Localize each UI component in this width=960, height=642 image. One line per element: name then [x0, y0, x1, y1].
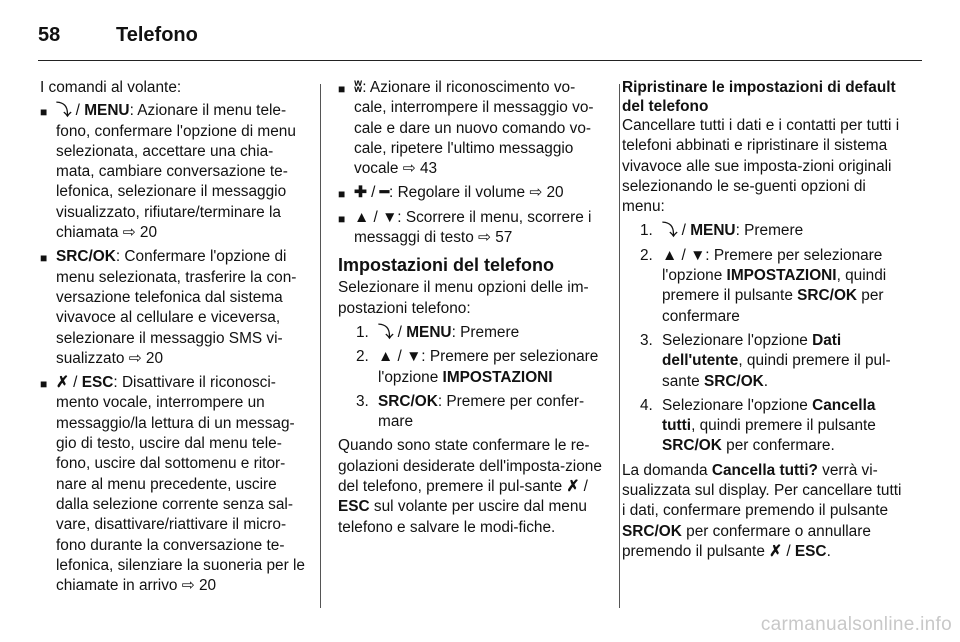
triangle-down-icon: ▼	[690, 246, 706, 264]
item-text: : Confermare l'opzione di menu selezionata, trasferire la con-versazione telefonica dal sistema vivavoce al cellulare e viceversa, selezionare il messaggio SMS vi-sualizzato	[56, 248, 297, 367]
step-number: 4.	[640, 396, 653, 414]
outro-text: La domanda Cancella tutti? verrà vi-sualizzata sul display. Per cancellare tutti i dati, confermare premendo il pulsante SRC/OK per confermare o annullare premendo il pulsante ✗ / ESC.	[622, 461, 902, 560]
bullet-icon: ■	[338, 82, 346, 96]
key-label: SRC/OK	[56, 248, 116, 266]
page-ref: 20	[546, 184, 564, 202]
step-number: 3.	[640, 331, 653, 349]
mute-icon: ✗	[56, 374, 69, 392]
outro-part: verrà vi-sualizzata sul display. Per cancellare tutti i dati, confermare premendo il pulsante	[622, 461, 902, 520]
page-ref: 20	[139, 224, 158, 242]
key-label: MENU	[690, 222, 736, 240]
step-item: 1. ⤵ / MENU: Premere	[622, 221, 904, 241]
outro-part: La domanda	[622, 461, 712, 479]
phone-icon: ⤵	[56, 102, 72, 120]
intro-text: Selezionare il menu opzioni delle im-postazioni telefono:	[338, 279, 589, 317]
reference-arrow-icon: ⇨	[478, 229, 491, 247]
step-text: : Premere per confer-mare	[378, 392, 585, 431]
mute-icon: ✗	[566, 478, 580, 496]
item-text: : Azionare il menu tele-fono, confermare l'opzione di menu selezionata, accettare una chia-mata, cambiare conversazione te-lefonica, selezionare il messaggio visualizzato, rifiutare/terminare la chiamata	[56, 102, 296, 242]
step-text: , quindi premere il pulsante	[662, 267, 887, 305]
key-label: MENU	[406, 323, 452, 341]
step-text: , quindi premere il pul-sante	[662, 352, 891, 390]
list-item: ■ ✚ / ━: Regolare il volume ⇨ 20	[338, 183, 603, 203]
phone-icon: ⤵	[378, 323, 394, 341]
outro-part: per confermare o annullare premendo il pulsante	[622, 522, 871, 560]
watermark: carmanualsonline.info	[760, 614, 952, 635]
step-number: 1.	[356, 323, 369, 341]
key-label: Dati dell'utente	[662, 331, 842, 370]
step-number: 2.	[356, 348, 369, 366]
voice-icon: ʬ	[354, 79, 363, 96]
section-title: Telefono	[116, 23, 198, 46]
outro-part: sul volante per uscire dal menu telefono e salvare le modi-fiche.	[338, 498, 587, 536]
list-item: ■ ⤵ / MENU: Azionare il menu tele-fono, confermare l'opzione di menu selezionata, accettare una chia-mata, cambiare conversazione te-lefonica, selezionare il messaggio visualizzato, rifiutare/terminare la chiamata ⇨ 20	[40, 102, 296, 242]
bullet-icon: ■	[40, 377, 48, 392]
page-ref: 57	[495, 229, 513, 247]
step-item: 2. ▲ / ▼: Premere per selezionare l'opzione IMPOSTAZIONI	[356, 348, 599, 386]
outro-text: Quando sono state confermare le re-golazioni desiderate dell'imposta-zione del telefono, premere il pul-sante ✗ / ESC sul volante per uscire dal menu telefono e salvare le modi-fiche.	[338, 437, 602, 536]
reference-arrow-icon: ⇨	[122, 224, 136, 242]
bullet-icon: ■	[40, 251, 48, 266]
key-label: SRC/OK	[703, 372, 764, 390]
triangle-up-icon: ▲	[378, 348, 394, 366]
step-number: 1.	[640, 222, 653, 240]
key-label: ESC	[338, 498, 370, 516]
step-text: : Premere per selezionare l'opzione	[378, 348, 599, 386]
key-label: SRC/OK	[622, 522, 682, 540]
column-2	[338, 78, 603, 538]
list-item: ■ ▲ / ▼: Scorrere il menu, scorrere i messaggi di testo ⇨ 57	[338, 208, 592, 247]
key-label: SRC/OK	[662, 437, 722, 455]
page-header	[38, 18, 198, 52]
step-item	[338, 392, 603, 433]
item-text: : Scorrere il menu, scorrere i messaggi di testo	[354, 208, 592, 247]
page-ref: 43	[419, 160, 438, 178]
item-text: : Regolare il volume	[389, 184, 530, 202]
outro-part: .	[826, 542, 831, 560]
column-3	[622, 78, 904, 562]
key-label: SRC/OK	[378, 392, 438, 410]
key-label: Cancella tutti?	[711, 461, 818, 479]
item-text: : Azionare il riconoscimento vo-cale, interrompere il messaggio vo-cale e dare un nuovo comando vo-cale, ripetere l'ultimo messaggio vocale	[354, 79, 594, 178]
step-item	[622, 396, 904, 457]
bullet-icon: ■	[338, 211, 346, 226]
section-heading: Impostazioni del telefono	[338, 255, 555, 276]
page-number: 58	[38, 23, 61, 46]
step-text: : Premere	[451, 323, 520, 341]
intro-text: I comandi al volante:	[40, 79, 182, 96]
mute-icon: ✗	[769, 542, 783, 560]
triangle-up-icon: ▲	[662, 246, 678, 264]
key-label: IMPOSTAZIONI	[442, 368, 553, 386]
reference-arrow-icon: ⇨	[402, 160, 416, 178]
step-text: per confermare.	[721, 437, 835, 455]
key-label: ESC	[794, 542, 827, 560]
triangle-down-icon: ▼	[406, 348, 422, 366]
key-label: ESC	[81, 374, 114, 392]
step-text: : Premere per selezionare l'opzione	[662, 246, 883, 285]
list-item: ■ ✗ / ESC: Disattivare il riconosci-mento vocale, interrompere un messaggio/la lettura di un messag-gio di testo, uscire dal menu tele-fono, uscire dal sottomenu e ritor-nare al menu precedente, uscire dalla selezione corrente senza sal-vare, disattivare/riattivare il micro-fono durante la conversazione te-lefonica, silenziare la suoneria per le chiamate in arrivo ⇨ 20	[40, 374, 305, 595]
key-label: Cancella tutti	[662, 396, 876, 435]
step-item: 1. ⤵ / MENU: Premere	[338, 323, 603, 343]
plus-icon: ✚	[354, 184, 367, 202]
bullet-icon: ■	[40, 105, 48, 120]
minus-icon: ━	[379, 184, 390, 202]
step-number: 3.	[356, 392, 369, 410]
reference-arrow-icon: ⇨	[181, 577, 195, 595]
step-text: , quindi premere il pulsante	[691, 417, 876, 435]
subsection-heading: Ripristinare le impostazioni di default del telefono	[622, 79, 896, 115]
phone-icon: ⤵	[662, 222, 678, 240]
page-ref: 20	[198, 577, 217, 595]
step-text: Selezionare l'opzione	[662, 331, 813, 349]
step-item: 2. ▲ / ▼: Premere per selezionare l'opzione IMPOSTAZIONI, quindi premere il pulsante SRC/OK per confermare	[640, 246, 887, 325]
column-divider	[619, 84, 620, 608]
column-1	[40, 78, 308, 600]
step-number: 2.	[640, 246, 653, 264]
step-text: per confermare	[662, 287, 884, 325]
list-item	[338, 78, 603, 179]
triangle-down-icon: ▼	[382, 208, 398, 226]
column-divider	[320, 84, 321, 608]
step-item	[622, 331, 904, 392]
step-text: : Premere	[735, 222, 804, 240]
outro-part: Quando sono state confermare le re-golazioni desiderate dell'imposta-zione del telefono, premere il pul-sante	[338, 437, 602, 496]
step-text: .	[763, 372, 769, 390]
intro-text: Cancellare tutti i dati e i contatti per tutti i telefoni abbinati e ripristinare il sistema vivavoce alle sue imposta-zioni originali selezionando le se-guenti opzioni di menu:	[622, 117, 900, 216]
bullet-icon: ■	[338, 187, 346, 202]
reference-arrow-icon: ⇨	[128, 349, 142, 367]
key-label: SRC/OK	[797, 287, 858, 305]
reference-arrow-icon: ⇨	[529, 184, 543, 202]
step-text: Selezionare l'opzione	[662, 396, 813, 414]
list-item	[40, 247, 308, 369]
page-ref: 20	[145, 349, 164, 367]
key-label: IMPOSTAZIONI	[726, 267, 837, 285]
triangle-up-icon: ▲	[354, 208, 370, 226]
key-label: MENU	[84, 102, 130, 120]
header-rule	[38, 60, 922, 61]
item-text: : Disattivare il riconosci-mento vocale, interrompere un messaggio/la lettura di un messag-gio di testo, uscire dal menu tele-fono, uscire dal sottomenu e ritor-nare al menu precedente, uscire dalla selezione corrente senza sal-vare, disattivare/riattivare il micro-fono durante la conversazione te-lefonica, silenziare la suoneria per le chiamate in arrivo	[56, 374, 305, 595]
